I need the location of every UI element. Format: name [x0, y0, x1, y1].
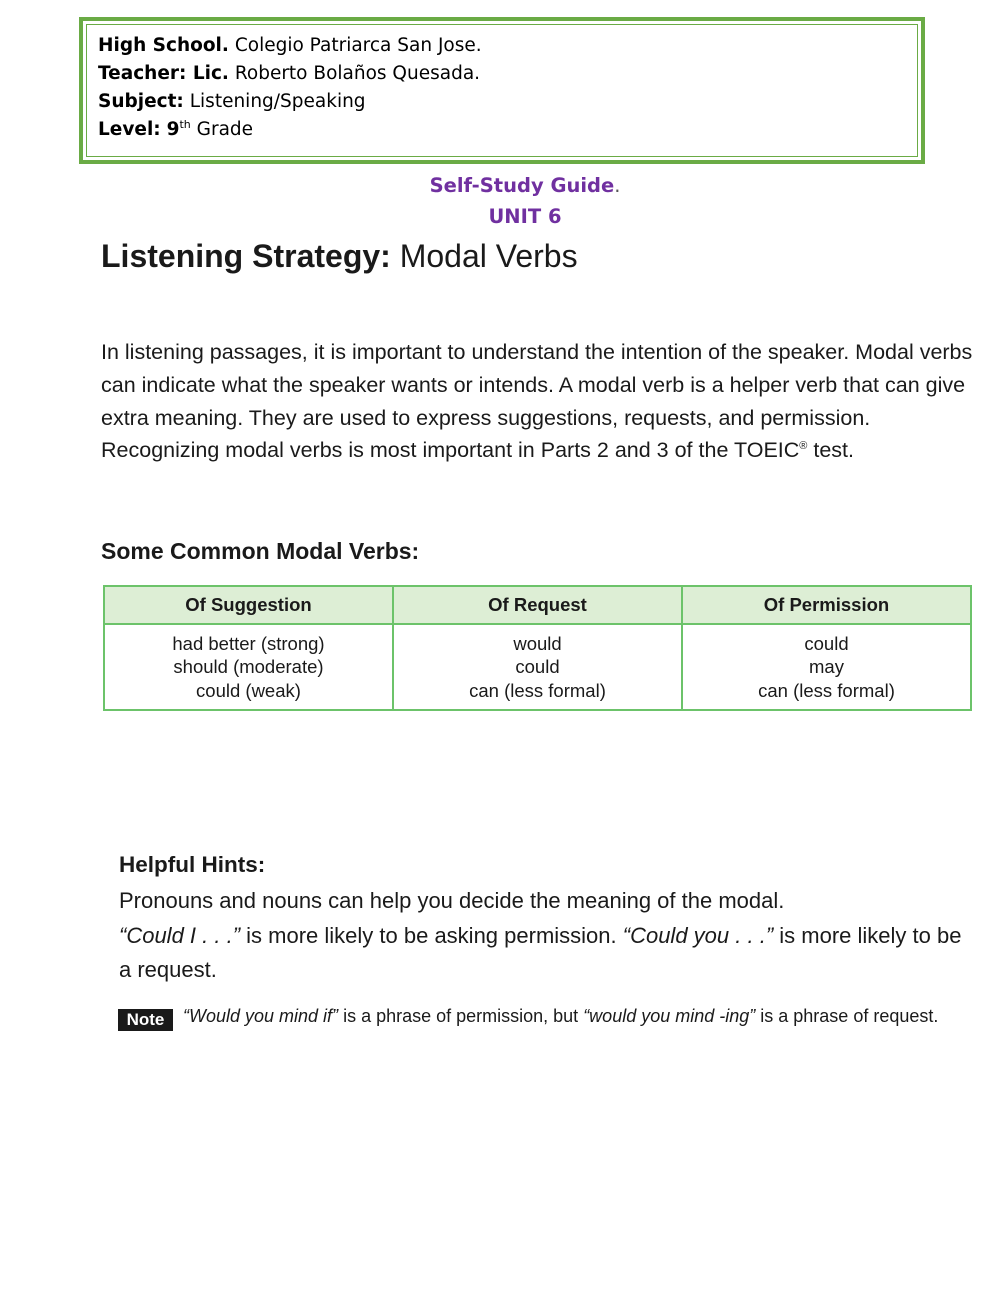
teacher-value: Roberto Bolaños Quesada. [234, 63, 481, 84]
strategy-topic: Modal Verbs [399, 238, 578, 274]
hints-line-1: Pronouns and nouns can help you decide the meaning of the modal. [119, 888, 785, 913]
header-request: Of Request [393, 586, 682, 624]
cell-item: can (less formal) [758, 679, 895, 701]
hint-end: is more likely to be a request. [119, 922, 962, 982]
helpful-hints-body [119, 884, 969, 988]
table-header-row [104, 586, 971, 624]
guide-title-dot: . [614, 174, 621, 197]
teacher-line [98, 60, 482, 88]
header-info-box [79, 17, 925, 164]
header-lines [98, 32, 482, 144]
note-end: is a phrase of request. [755, 1006, 939, 1026]
intro-text: In listening passages, it is important to understand the intention of the speaker. Modal verbs can indicate what the speaker wants or intends. A modal verb is a helper verb that can give extra meaning. They are used to express suggestions, requests, and permission. Recognizing modal verbs is most important in Parts 2 and 3 of the TOEIC [101, 340, 973, 463]
school-line [98, 32, 482, 60]
teacher-label: Teacher: Lic. [98, 63, 229, 84]
hint-quote-could-you: “Could you . . .” [622, 922, 774, 948]
guide-title-text: Self-Study Guide [429, 174, 615, 197]
note-mid: is a phrase of permission, but [338, 1006, 584, 1026]
level-number: 9 [166, 119, 180, 140]
hints-line-2 [119, 919, 969, 988]
strategy-label: Listening Strategy: [101, 238, 391, 274]
cell-item: can (less formal) [469, 679, 606, 701]
guide-title [0, 174, 1000, 197]
suggestion-cell [104, 624, 393, 710]
header-suggestion: Of Suggestion [104, 586, 393, 624]
school-value: Colegio Patriarca San Jose. [234, 35, 482, 56]
intro-end: test. [807, 438, 855, 463]
unit-title: UNIT 6 [488, 205, 562, 228]
level-label: Level: [98, 119, 161, 140]
note-quote-request: “would you mind -ing” [583, 1006, 756, 1026]
level-value: Grade [196, 119, 254, 140]
level-line [98, 116, 482, 144]
note-badge: Note [118, 1009, 173, 1031]
strategy-heading [101, 238, 578, 275]
school-label: High School. [98, 35, 229, 56]
note-text [183, 1003, 943, 1029]
request-cell [393, 624, 682, 710]
cell-item: would [513, 632, 562, 654]
hint-quote-could-i: “Could I . . .” [119, 922, 241, 948]
cell-item: could (weak) [196, 679, 301, 701]
subject-line [98, 88, 482, 116]
permission-cell [682, 624, 971, 710]
table-row [104, 624, 971, 710]
hint-mid: is more likely to be asking permission. [240, 922, 623, 948]
cell-item: should (moderate) [173, 656, 324, 678]
cell-item: may [809, 656, 844, 678]
registered-mark: ® [799, 440, 808, 453]
modal-verbs-table [103, 585, 972, 711]
note-quote-permission: “Would you mind if” [183, 1006, 339, 1026]
level-suffix: th [179, 118, 191, 131]
intro-paragraph [101, 336, 981, 467]
helpful-hints-heading: Helpful Hints: [119, 852, 266, 877]
common-modal-verbs-heading: Some Common Modal Verbs: [101, 538, 420, 564]
subject-value: Listening/Speaking [189, 91, 366, 112]
subject-label: Subject: [98, 91, 184, 112]
cell-item: could [804, 632, 849, 654]
cell-item: had better (strong) [172, 632, 325, 654]
cell-item: could [515, 656, 560, 678]
header-permission: Of Permission [682, 586, 971, 624]
